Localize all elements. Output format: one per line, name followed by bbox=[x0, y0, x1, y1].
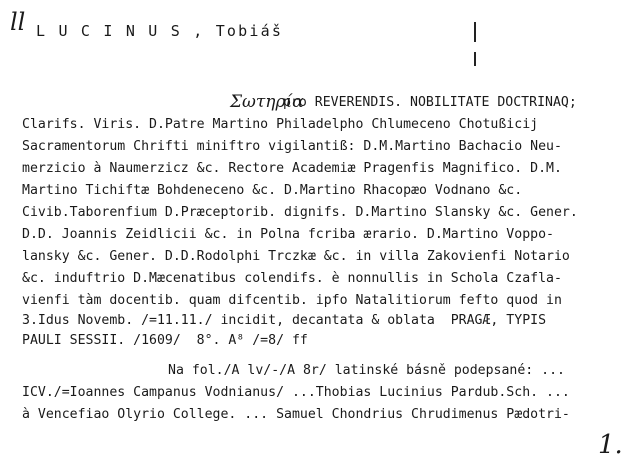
body-line: vienfi tàm docentib. quam difcentib. ipfo Natalitiorum fefto quod in bbox=[22, 293, 562, 308]
corner-mark-bottom: 1. bbox=[598, 430, 623, 460]
note-line: ICV./=Ioannes Campanus Vodnianus/ ...Thobias Lucinius Pardub.Sch. ... bbox=[22, 385, 570, 400]
body-line: Sacramentorum Chrifti miniftro vigilantiß: D.M.Martino Bachacio Neu- bbox=[22, 139, 562, 154]
body-line: PAULI SESSII. /1609/ 8°. A⁸ /=8/ ff bbox=[22, 333, 308, 348]
body-line: &c. induftrio D.Mæcenatibus colendifs. è nonnullis in Schola Czafla- bbox=[22, 271, 562, 286]
note-line: à Vencefiao Olyrio College. ... Samuel Chondrius Chrudimenus Pædotri- bbox=[22, 407, 570, 422]
body-line: lansky &c. Gener. D.D.Rodolphi Trczkæ &c. in villa Zakovienfi Notario bbox=[22, 249, 570, 264]
body-line: Martino Tichiftæ Bohdeneceno &c. D.Martino Rhacopæo Vodnano &c. bbox=[22, 183, 523, 198]
body-line: Civib.Taborenfium D.Præceptorib. dignifs. D.Martino Slansky &c. Gener. bbox=[22, 205, 578, 220]
note-line: Na fol./A lv/-/A 8r/ latinské básně podepsané: ... bbox=[168, 363, 565, 378]
body-line: merzicio à Naumerzicz &c. Rectore Academiæ Pragenfis Magnifico. D.M. bbox=[22, 161, 562, 176]
greek-title: Σωτηρία bbox=[230, 92, 304, 112]
body-line: pro REVERENDIS. NOBILITATE DOCTRINAQ; bbox=[283, 95, 577, 110]
corner-mark-top: ll bbox=[10, 8, 26, 36]
divider-mark-upper bbox=[474, 22, 476, 42]
body-line: D.D. Joannis Zeidlicii &c. in Polna fcriba ærario. D.Martino Voppo- bbox=[22, 227, 554, 242]
body-line: Clarifs. Viris. D.Patre Martino Philadelpho Chlumeceno Chotußicij bbox=[22, 117, 539, 132]
card-heading: L U C I N U S , Tobiáš bbox=[36, 22, 284, 40]
divider-mark-lower bbox=[474, 52, 476, 66]
body-line: 3.Idus Novemb. /=11.11./ incidit, decantata & oblata PRAGÆ, TYPIS bbox=[22, 313, 547, 328]
